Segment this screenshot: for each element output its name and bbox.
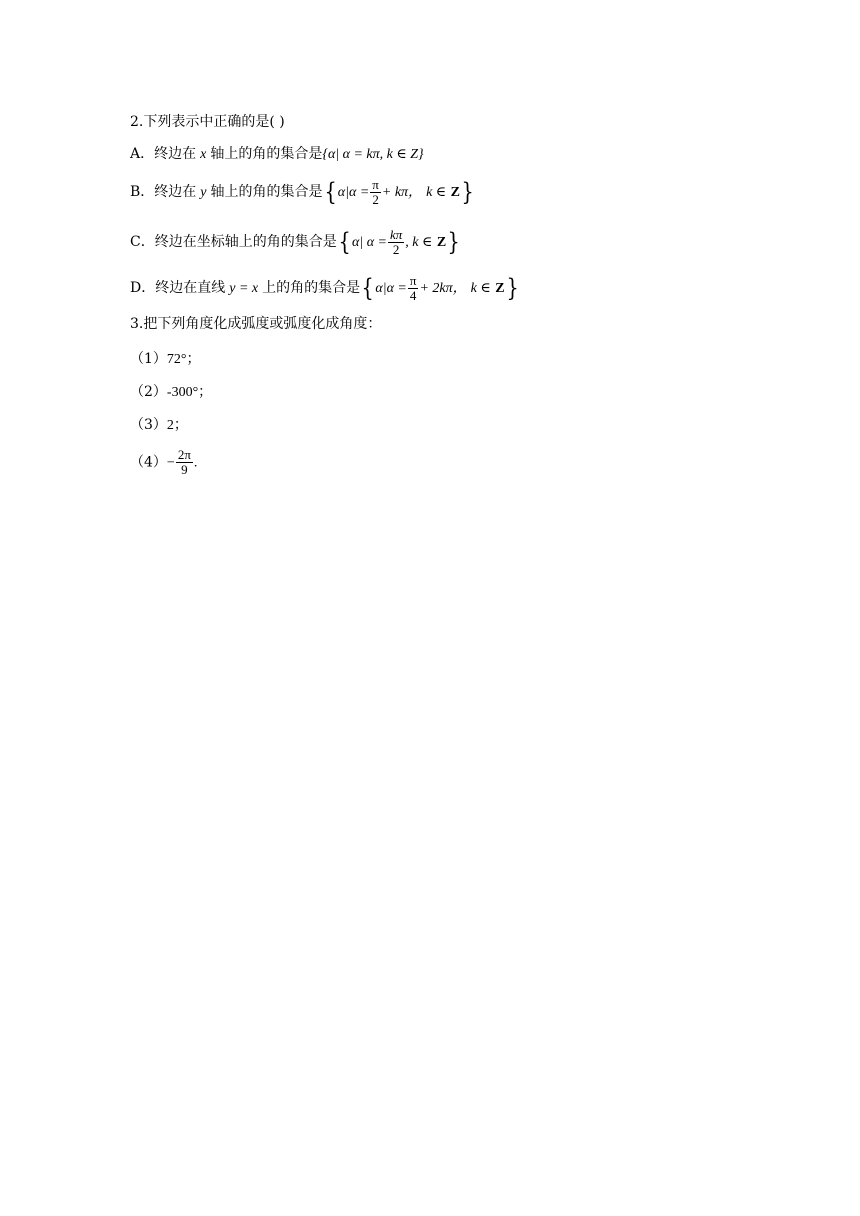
option-d-z: Z [495,281,505,296]
right-brace: } [447,228,460,256]
option-a-set: {α| α = kπ, k ∈ Z} [322,147,424,162]
left-brace: { [338,228,351,256]
option-b-cond: k ∈ [426,185,447,200]
option-a-label: A．终边在 [130,146,197,162]
option-b-fraction [370,178,381,207]
option-c-lhs: α| α = [352,235,387,250]
option-c-rhs: , k ∈ [405,235,433,250]
option-c [130,227,461,257]
q3-item-2 [130,382,212,403]
q3-item-2-value: -300°； [166,385,213,400]
right-brace: } [461,178,474,206]
q3-item-4-fraction [176,448,193,477]
right-brace: } [506,274,519,302]
question-3-title: 3.把下列角度化成弧度或弧度化成角度： [130,316,382,332]
q3-item-1-value: 72°； [166,352,201,367]
option-b-denominator: 2 [372,191,379,207]
option-b-lhs: α|α = [337,185,370,200]
option-d-lhs: α|α = [375,281,407,296]
option-b-rhs: + kπ， [381,185,423,200]
question-2-title: 2.下列表示中正确的是( ) [130,114,285,130]
option-b-var: y [200,185,207,200]
option-c-z: Z [436,235,447,250]
option-a-var: x [200,147,207,162]
left-brace: { [324,178,337,206]
q3-item-1-index: （1） [130,351,167,367]
q3-item-3-value: 2； [166,418,188,433]
option-d [130,273,520,303]
option-a [130,144,424,165]
q3-item-4-index: （4） [130,454,167,471]
option-c-label: C．终边在坐标轴上的角的集合是 [130,234,337,250]
option-c-denominator: 2 [392,241,400,257]
q3-item-3 [130,415,188,436]
option-d-fraction [408,274,419,303]
q3-item-3-index: （3） [130,417,167,433]
option-d-denominator: 4 [409,287,417,303]
option-d-text: 上的角的集合是 [262,280,361,296]
left-brace: { [361,274,374,302]
option-b-text: 轴上的角的集合是 [210,184,323,200]
option-b-label: B．终边在 [130,184,197,200]
q3-item-2-index: （2） [130,384,167,400]
option-b-z: Z [450,185,460,200]
option-c-numerator: kπ [390,226,403,242]
option-d-numerator: π [409,272,417,288]
q3-item-4-end: . [193,455,198,471]
option-c-fraction [388,228,404,257]
option-d-rhs: + 2kπ， [419,281,467,296]
option-d-label: D．终边在直线 [130,280,226,296]
option-a-text: 轴上的角的集合是 [210,146,323,162]
option-b-numerator: π [372,176,379,192]
q3-item-4 [130,448,197,477]
option-b [130,177,475,207]
q3-item-1 [130,349,201,370]
q3-item-4-numerator: 2π [177,447,191,462]
q3-item-4-sign: − [166,455,175,471]
option-d-cond: k ∈ [470,281,491,296]
option-d-eq: y = x [229,281,259,296]
q3-item-4-denominator: 9 [181,462,188,477]
